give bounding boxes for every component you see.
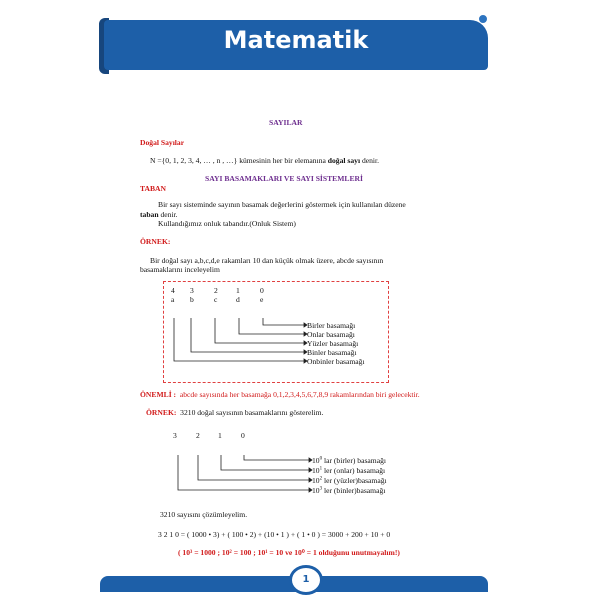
digit: 2: [214, 286, 218, 295]
digit: 0: [241, 431, 245, 440]
equation: 3 2 1 0 = ( 1000 • 3) + ( 100 • 2) + (10 • 1 ) + ( 1 • 0 ) = 3000 + 200 + 10 + 0: [158, 530, 391, 539]
place-label: Onbinler basamağı: [307, 357, 365, 366]
natural-heading: Doğal Sayılar: [140, 138, 185, 147]
digit: 0: [260, 286, 264, 295]
digit: 3: [190, 286, 194, 295]
example2-intro: ÖRNEK: 3210 doğal sayısının basamaklarını gösterelim.: [146, 408, 324, 417]
digit: 3: [173, 431, 177, 440]
natural-definition: N ={0, 1, 2, 3, 4, … , n , …} kümesinin her bir elemanına doğal sayı denir.: [150, 156, 380, 165]
base-line1: Bir sayı sisteminde sayının basamak değerlerini göstermek için kullanılan düzene: [158, 200, 406, 209]
place-title: SAYI BASAMAKLARI VE SAYI SİSTEMLERİ: [205, 174, 363, 183]
place-label: Binler basamağı: [307, 348, 357, 357]
page-number: 1: [289, 565, 323, 595]
digit: 1: [218, 431, 222, 440]
letter: e: [260, 295, 264, 304]
digit: 2: [196, 431, 200, 440]
example1-line1: Bir doğal sayı a,b,c,d,e rakamları 10 dan küçük olmak üzere, abcde sayısının: [150, 256, 384, 265]
page-title: Matematik: [223, 26, 369, 54]
digit: 4: [171, 286, 175, 295]
place-label: Onlar basamağı: [307, 330, 355, 339]
letter: d: [236, 295, 240, 304]
resolve-line: 3210 sayısını çözümleyelim.: [160, 510, 248, 519]
base-heading: TABAN: [140, 184, 167, 193]
power-label: $10^3$ ler (binler)basamağı: [312, 486, 386, 495]
example1-line2: basamaklarını inceleyelim: [140, 265, 220, 274]
note: ÖNEMLİ : abcde sayısında her basamağa 0,1,2,3,4,5,6,7,8,9 rakamlarından biri gelecektir.: [140, 390, 420, 399]
section-title: SAYILAR: [269, 118, 303, 127]
identity-note: ( 10³ = 1000 ; 10² = 100 ; 10¹ = 10 ve 10⁰ = 1 olduğunu unutmayalım!): [178, 548, 400, 557]
base-line2: taban denir.: [140, 210, 178, 219]
base-line3: Kullandığımız onluk tabandır.(Onluk Sistem): [158, 219, 296, 228]
letter: c: [214, 295, 218, 304]
digit: 1: [236, 286, 240, 295]
example1-heading: ÖRNEK:: [140, 237, 171, 246]
power-label: $10^1$ ler (onlar) basamağı: [312, 466, 386, 475]
letter: a: [171, 295, 175, 304]
place-label: Birler basamağı: [307, 321, 356, 330]
letter: b: [190, 295, 194, 304]
place-label: Yüzler basamağı: [307, 339, 359, 348]
power-label: $10^2$ ler (yüzler)basamağı: [312, 476, 387, 485]
power-label: $10^0$ lar (birler) basamağı: [312, 456, 386, 465]
